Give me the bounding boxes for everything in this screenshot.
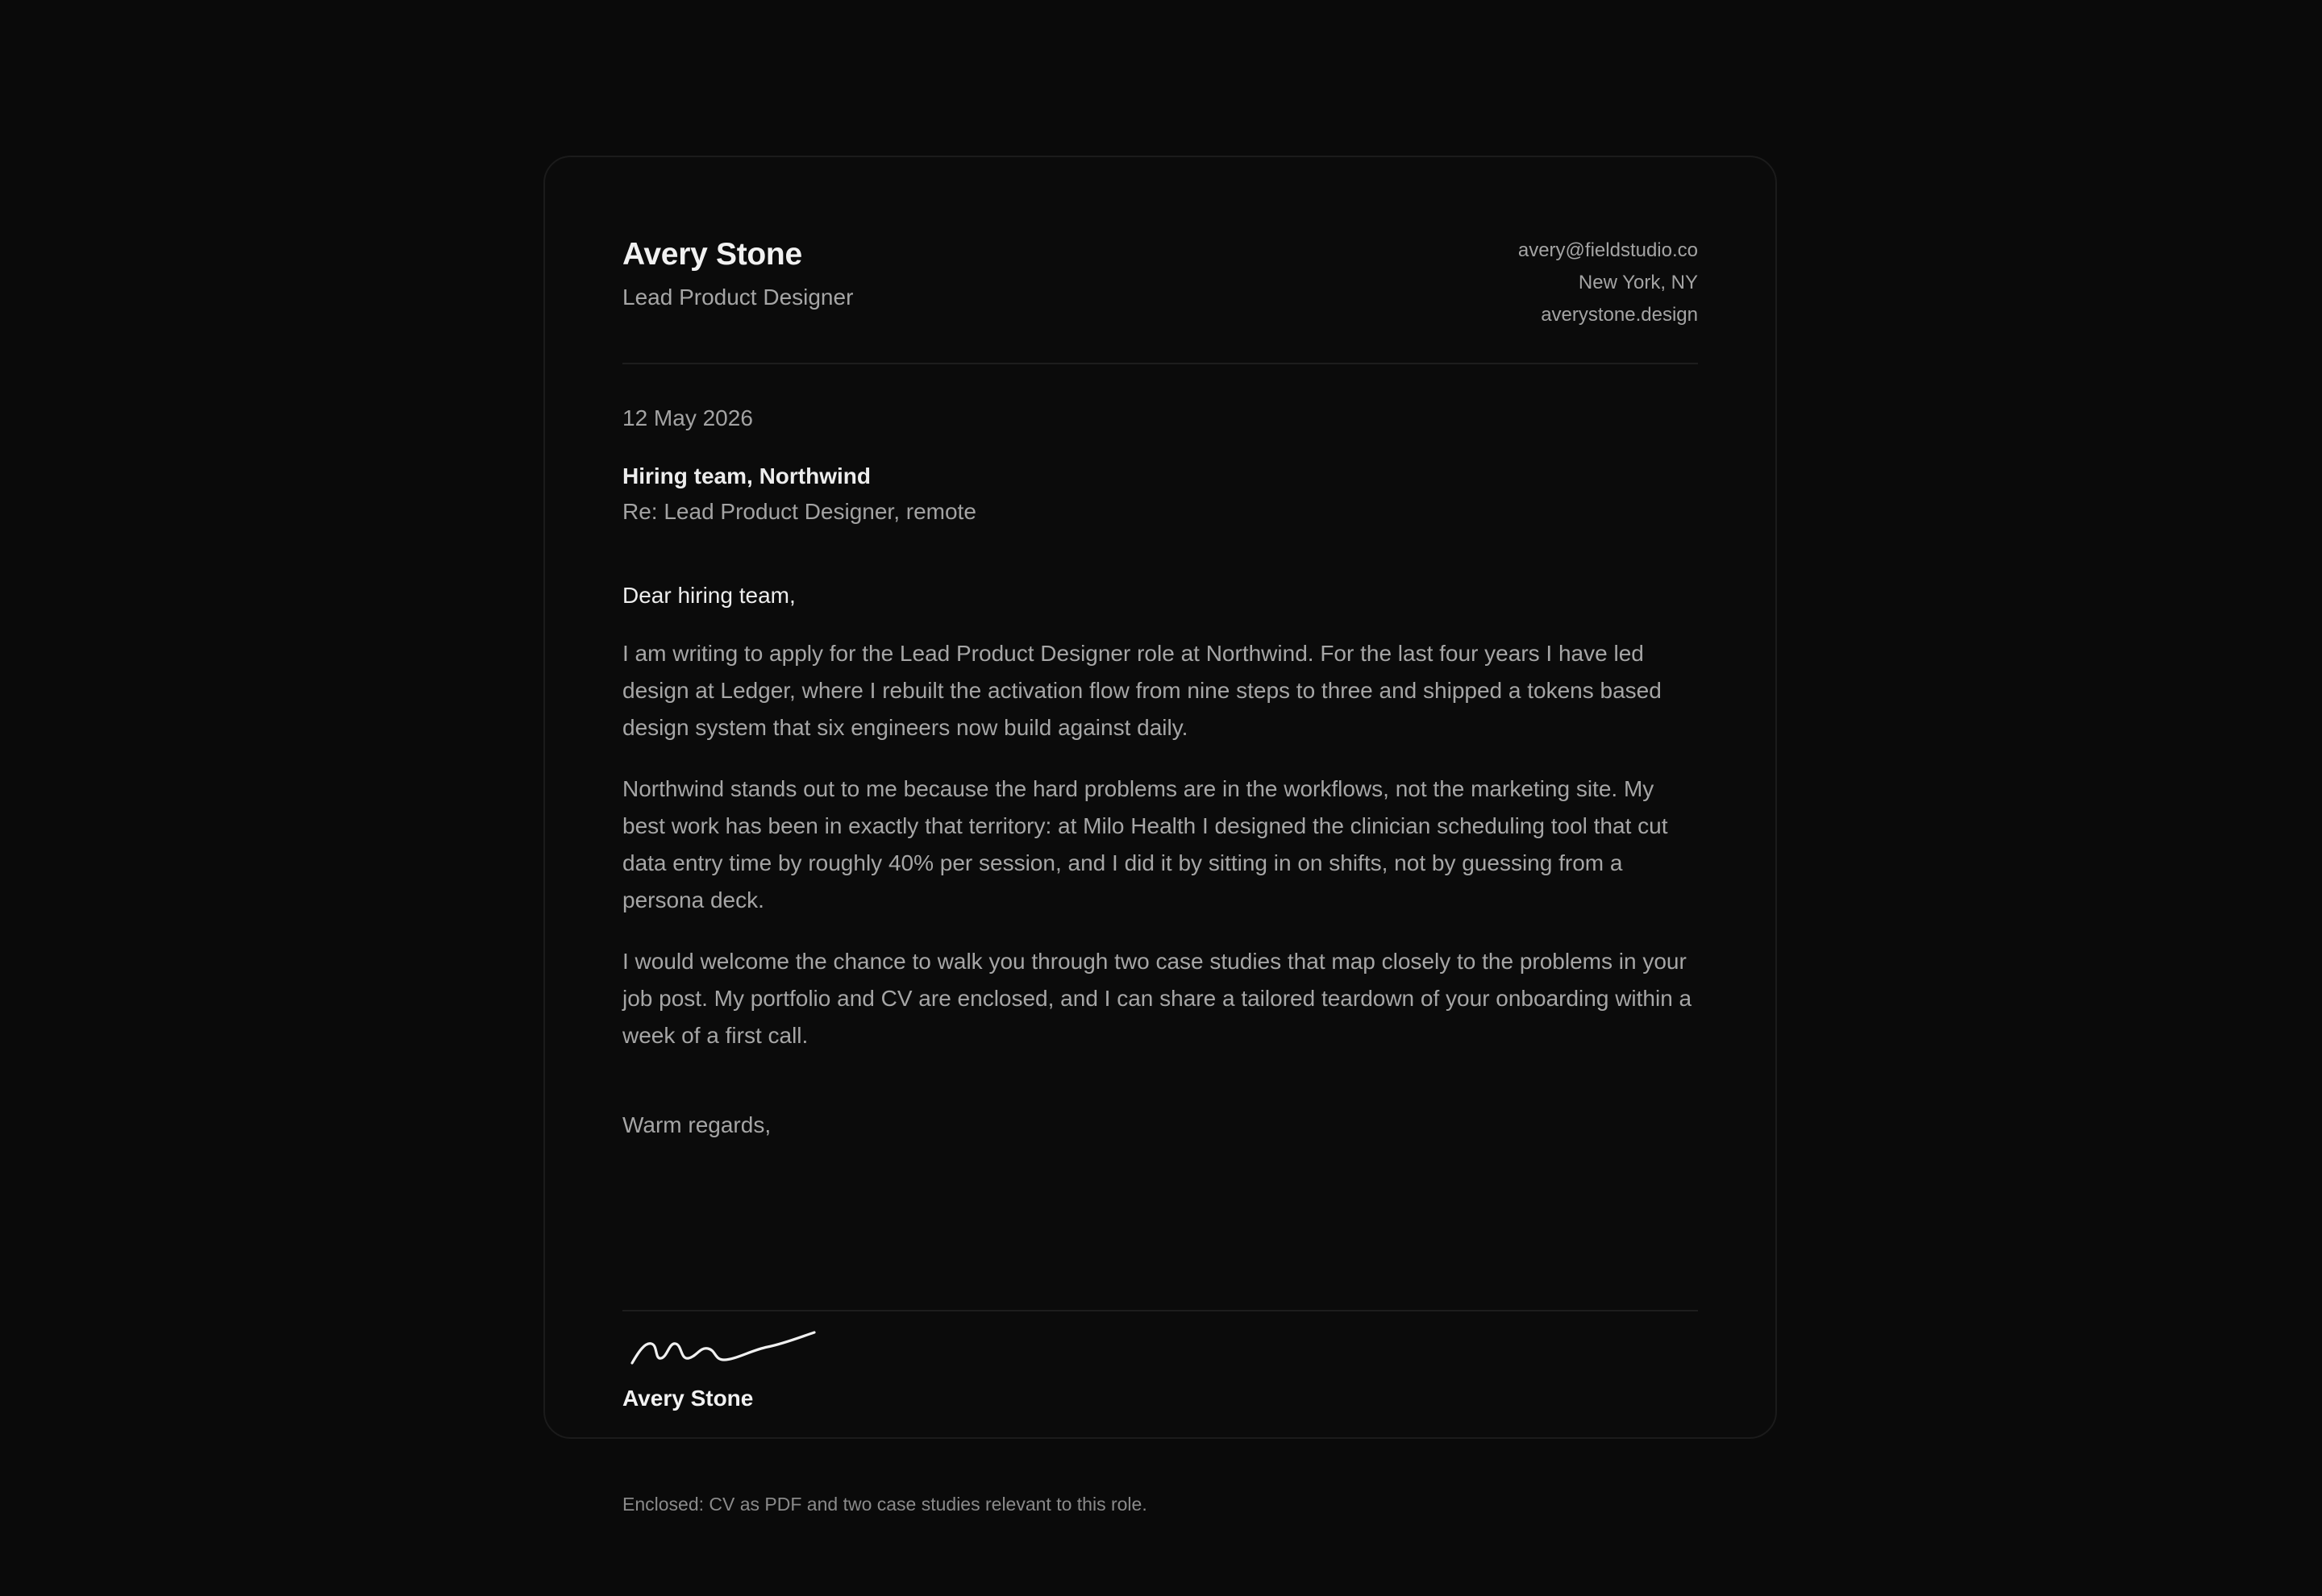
- salutation: Dear hiring team,: [622, 583, 796, 608]
- contact-website[interactable]: averystone.design: [1541, 304, 1698, 326]
- signature-image: [630, 1324, 816, 1369]
- body-paragraph: Northwind stands out to me because the hard problems are in the workflows, not the marketing site. My best work has been in exactly that territory: at Milo Health I designed the clinician scheduling tool that cut data entry time by roughly 40% per session, and I did it by sitting in on shifts, not by guessing from a persona deck.: [622, 776, 1668, 912]
- body-paragraph: I would welcome the chance to walk you through two case studies that map closely to the problems in your job post. My portfolio and CV are enclosed, and I can share a tailored teardown of your onboarding within a week of a first call.: [622, 949, 1692, 1048]
- valediction: Warm regards,: [622, 1112, 772, 1137]
- subject-line: Re: Lead Product Designer, remote: [622, 499, 976, 524]
- letter-content: [622, 157, 1698, 1515]
- signer-name: Avery Stone: [622, 1386, 754, 1411]
- sender-name: Avery Stone: [622, 237, 802, 272]
- footer-divider: [622, 1310, 1698, 1311]
- cover-letter-card: [543, 156, 1777, 1515]
- header-divider: [622, 363, 1698, 364]
- contact-email[interactable]: avery@fieldstudio.co: [1517, 239, 1698, 261]
- contact-location: New York, NY: [1578, 272, 1698, 293]
- sender-role: Lead Product Designer: [622, 285, 854, 310]
- letter-body: [622, 635, 1698, 1079]
- enclosure-note: Enclosed: CV as PDF and two case studies relevant to this role.: [622, 1494, 1147, 1515]
- contact-block: [1518, 235, 1698, 331]
- body-paragraph: I am writing to apply for the Lead Product Designer role at Northwind. For the last four years I have led design at Ledger, where I rebuilt the activation flow from nine steps to three and shipped a tokens based design system that six engineers now build against daily.: [622, 641, 1662, 740]
- recipient: Hiring team, Northwind: [622, 463, 871, 488]
- letter-date: 12 May 2026: [622, 405, 753, 430]
